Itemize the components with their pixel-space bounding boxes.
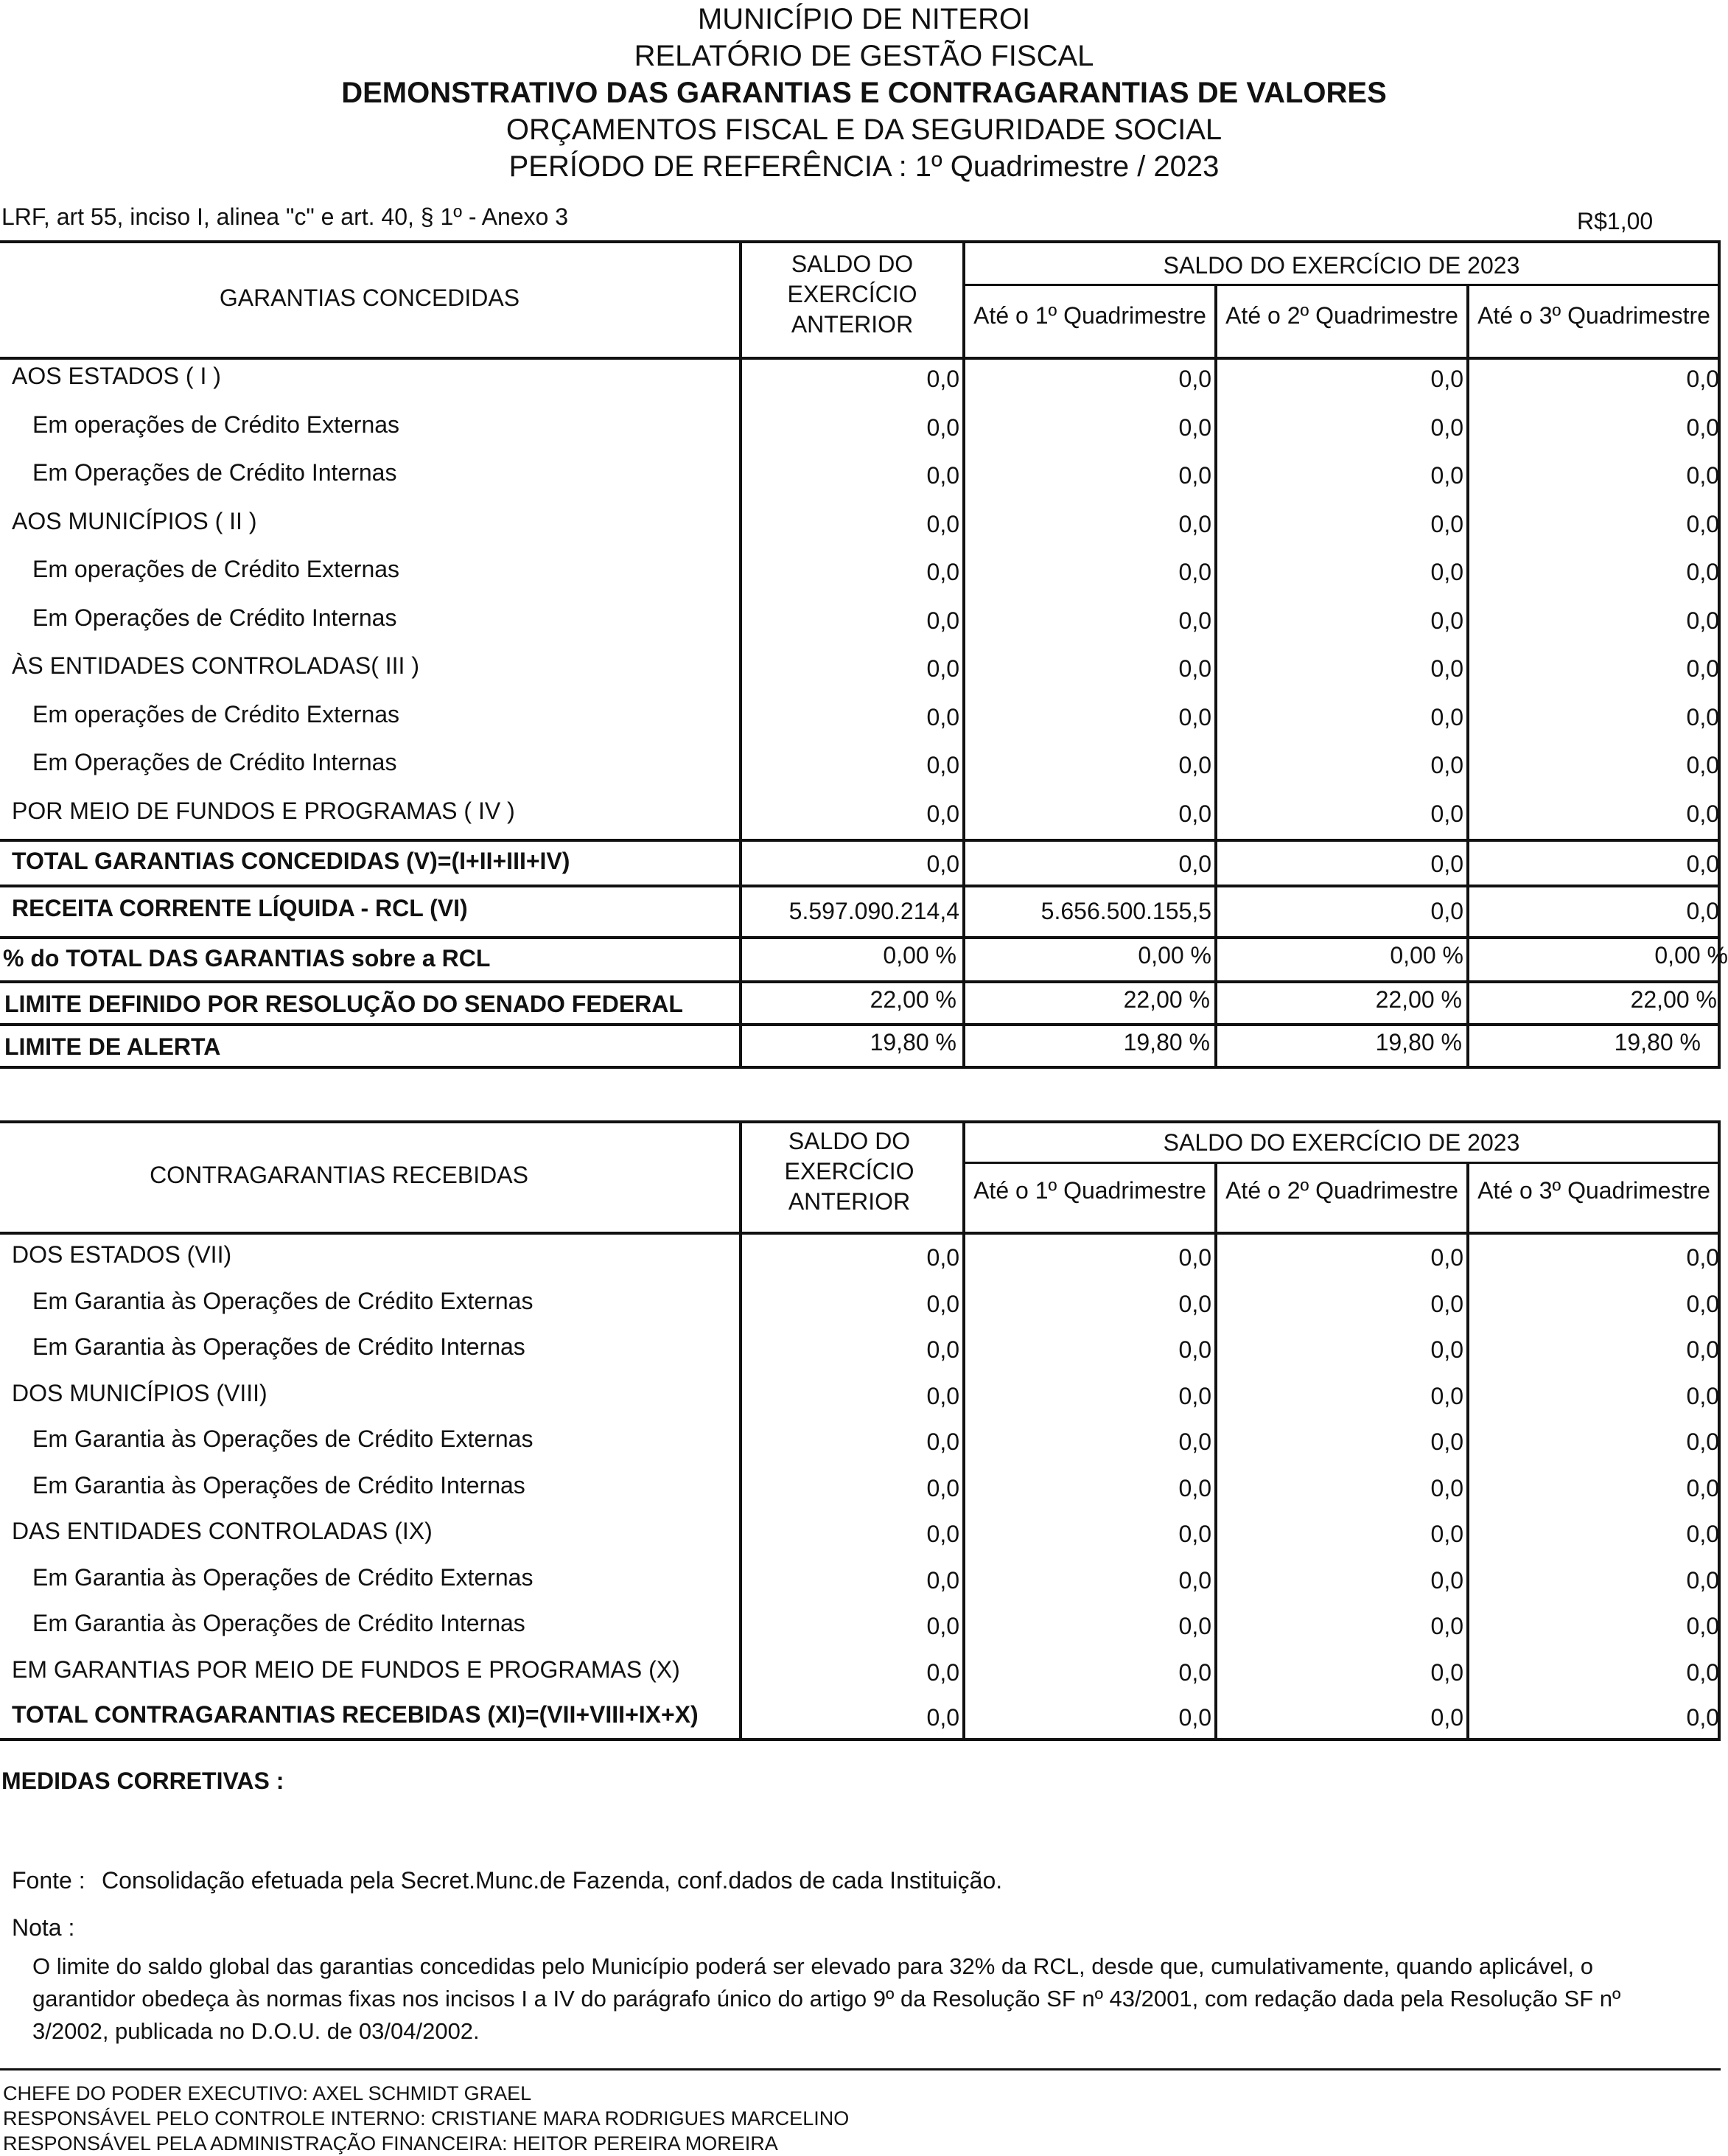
row-label: EM GARANTIAS POR MEIO DE FUNDOS E PROGRAMAS (X) — [12, 1656, 680, 1683]
row-value: 0,0 — [1178, 1704, 1211, 1731]
row-label: Em Garantia às Operações de Crédito Internas — [32, 1333, 525, 1360]
row-value: 0,0 — [1686, 1382, 1719, 1409]
row-value: 19,80 % — [870, 1029, 956, 1056]
row-value: 0,0 — [926, 1658, 959, 1686]
table-border — [0, 357, 1721, 360]
row-label: Em Garantia às Operações de Crédito Externas — [32, 1563, 534, 1591]
corrective-measures-label: MEDIDAS CORRETIVAS : — [1, 1768, 284, 1794]
row-value: 0,0 — [1430, 414, 1463, 441]
row-value: 0,0 — [1686, 1474, 1719, 1501]
row-divider — [0, 839, 1721, 842]
row-value: 0,0 — [1430, 559, 1463, 585]
row-value: 0,0 — [1178, 800, 1211, 827]
row-value: 0,0 — [1686, 559, 1719, 585]
row-value: 19,80 % — [1375, 1029, 1462, 1056]
row-label: DAS ENTIDADES CONTROLADAS (IX) — [12, 1518, 433, 1544]
municipality-name: MUNICÍPIO DE NITEROI — [697, 3, 1031, 35]
row-value: 0,0 — [1178, 607, 1211, 634]
row-value: 0,0 — [1430, 1704, 1463, 1731]
row-value: 0,0 — [1178, 1658, 1211, 1686]
row-label: Em Operações de Crédito Internas — [32, 604, 397, 631]
source-text: Consolidação efetuada pela Secret.Munc.de Fazenda, conf.dados de cada Instituição. — [102, 1867, 1003, 1894]
row-value: 19,80 % — [1614, 1029, 1701, 1056]
row-value: 0,0 — [1686, 1244, 1719, 1271]
row-value: 0,0 — [1178, 414, 1211, 441]
row-value: 0,0 — [1430, 1290, 1463, 1317]
row-value: 0,0 — [1178, 1521, 1211, 1547]
row-value: 0,0 — [1686, 510, 1719, 537]
row-value: 0,00 % — [883, 942, 956, 969]
row-label: Em Operações de Crédito Internas — [32, 749, 397, 775]
row-value: 0,0 — [926, 800, 959, 827]
row-value: 0,0 — [1430, 1474, 1463, 1501]
table-border — [0, 1232, 1721, 1235]
row-label: % do TOTAL DAS GARANTIAS sobre a RCL — [3, 945, 491, 971]
row-value: 0,0 — [1178, 1566, 1211, 1594]
row-divider — [0, 1738, 1721, 1741]
row-value: 0,0 — [1430, 1244, 1463, 1271]
report-title: DEMONSTRATIVO DAS GARANTIAS E CONTRAGARANTIAS DE VALORES — [341, 77, 1387, 109]
row-value: 0,0 — [1686, 703, 1719, 730]
row-label: POR MEIO DE FUNDOS E PROGRAMAS ( IV ) — [12, 797, 515, 824]
row-value: 0,0 — [926, 414, 959, 441]
row-value: 0,0 — [1430, 366, 1463, 392]
row-value: 0,0 — [1430, 800, 1463, 827]
row-value: 0,0 — [1430, 1521, 1463, 1547]
row-value: 0,0 — [926, 655, 959, 682]
row-value: 0,0 — [926, 462, 959, 489]
row-value: 0,0 — [926, 1244, 959, 1271]
row-value: 0,0 — [1686, 655, 1719, 682]
row-value: 0,0 — [1430, 1382, 1463, 1409]
row-value: 0,0 — [926, 607, 959, 634]
row-value: 0,0 — [1686, 1613, 1719, 1639]
row-value: 0,0 — [1178, 1382, 1211, 1409]
header-divider — [965, 1162, 1721, 1164]
row-label: LIMITE DEFINIDO POR RESOLUÇÃO DO SENADO FEDERAL — [4, 991, 683, 1017]
row-value: 0,0 — [1686, 1658, 1719, 1686]
row-label: Em operações de Crédito Externas — [32, 411, 400, 438]
row-divider — [0, 1023, 1721, 1026]
col-q3: Até o 3º Quadrimestre — [1477, 302, 1710, 329]
col-saldo-exercicio: SALDO DO EXERCÍCIO DE 2023 — [1163, 252, 1520, 279]
row-value: 0,0 — [1686, 800, 1719, 827]
row-value: 0,0 — [1430, 898, 1463, 924]
row-value: 0,00 % — [1138, 942, 1211, 969]
row-divider — [0, 936, 1721, 939]
source-label: Fonte : — [12, 1867, 85, 1894]
row-label: TOTAL GARANTIAS CONCEDIDAS (V)=(I+II+III+IV) — [12, 848, 570, 874]
footer-divider — [0, 2068, 1721, 2070]
garantias-title: GARANTIAS CONCEDIDAS — [219, 285, 520, 311]
row-value: 0,0 — [1686, 851, 1719, 877]
row-value: 0,0 — [1686, 366, 1719, 392]
row-value: 0,0 — [1430, 1428, 1463, 1455]
row-label: AOS MUNICÍPIOS ( II ) — [12, 507, 257, 534]
row-value: 0,0 — [1686, 1521, 1719, 1547]
row-value: 0,0 — [926, 1613, 959, 1639]
row-value: 0,0 — [1430, 462, 1463, 489]
row-value: 0,0 — [1686, 1704, 1719, 1731]
row-value: 19,80 % — [1123, 1029, 1210, 1056]
row-value: 0,0 — [1430, 1658, 1463, 1686]
row-value: 0,0 — [1178, 1290, 1211, 1317]
row-label: TOTAL CONTRAGARANTIAS RECEBIDAS (XI)=(VII+VIII+IX+X) — [12, 1701, 699, 1728]
row-value: 0,0 — [1686, 1336, 1719, 1363]
row-value: 0,00 % — [1654, 942, 1728, 969]
table-border — [0, 1120, 1721, 1123]
row-label: AOS ESTADOS ( I ) — [12, 363, 221, 389]
col-q1: Até o 1º Quadrimestre — [973, 1177, 1206, 1204]
row-value: 0,0 — [926, 1428, 959, 1455]
row-label: Em Operações de Crédito Internas — [32, 459, 397, 486]
legal-reference: LRF, art 55, inciso I, alinea "c" e art. 40, § 1º - Anexo 3 — [1, 203, 569, 230]
row-value: 0,0 — [926, 1566, 959, 1594]
row-value: 22,00 % — [870, 986, 956, 1013]
row-value: 0,0 — [1430, 703, 1463, 730]
row-value: 0,0 — [926, 559, 959, 585]
row-label: Em Garantia às Operações de Crédito Externas — [32, 1287, 534, 1314]
row-value: 0,0 — [1430, 851, 1463, 877]
row-value: 5.597.090.214,4 — [788, 898, 959, 924]
row-label: Em Garantia às Operações de Crédito Internas — [32, 1610, 525, 1636]
row-value: 0,0 — [1686, 1566, 1719, 1594]
row-label: ÀS ENTIDADES CONTROLADAS( III ) — [12, 652, 419, 679]
row-label: Em Garantia às Operações de Crédito Internas — [32, 1471, 525, 1499]
row-value: 0,0 — [926, 752, 959, 778]
budget-scope: ORÇAMENTOS FISCAL E DA SEGURIDADE SOCIAL — [506, 114, 1222, 146]
row-value: 0,0 — [1430, 1336, 1463, 1363]
col-q1: Até o 1º Quadrimestre — [973, 302, 1206, 329]
row-value: 0,0 — [1686, 414, 1719, 441]
row-label: RECEITA CORRENTE LÍQUIDA - RCL (VI) — [12, 895, 468, 921]
row-value: 0,0 — [926, 1521, 959, 1547]
row-value: 0,0 — [926, 851, 959, 877]
row-value: 0,0 — [926, 510, 959, 537]
row-value: 0,0 — [1178, 851, 1211, 877]
table-border — [0, 240, 1721, 243]
row-value: 0,0 — [1178, 655, 1211, 682]
col-saldo-anterior: SALDO DO EXERCÍCIO ANTERIOR — [787, 251, 917, 338]
col-q2: Até o 2º Quadrimestre — [1225, 302, 1458, 329]
header-divider — [965, 284, 1721, 286]
reference-period: PERÍODO DE REFERÊNCIA : 1º Quadrimestre / 2023 — [508, 150, 1220, 183]
row-value: 0,0 — [1686, 462, 1719, 489]
row-divider — [0, 885, 1721, 887]
row-value: 0,0 — [1178, 1244, 1211, 1271]
row-label: DOS ESTADOS (VII) — [12, 1241, 232, 1268]
row-value: 0,0 — [1686, 1428, 1719, 1455]
internal-control-head: RESPONSÁVEL PELO CONTROLE INTERNO: CRISTIANE MARA RODRIGUES MARCELINO — [3, 2107, 850, 2129]
row-value: 0,0 — [1178, 752, 1211, 778]
row-value: 0,0 — [1430, 607, 1463, 634]
row-value: 0,0 — [1178, 1336, 1211, 1363]
note-label: Nota : — [12, 1914, 75, 1941]
row-value: 0,0 — [926, 703, 959, 730]
row-value: 0,0 — [926, 366, 959, 392]
col-saldo-anterior: SALDO DO EXERCÍCIO ANTERIOR — [784, 1128, 914, 1215]
row-value: 0,0 — [1686, 607, 1719, 634]
row-label: LIMITE DE ALERTA — [4, 1033, 221, 1060]
row-value: 0,0 — [1178, 1428, 1211, 1455]
row-value: 0,0 — [1178, 703, 1211, 730]
row-value: 0,0 — [1178, 510, 1211, 537]
row-label: Em Garantia às Operações de Crédito Externas — [32, 1426, 534, 1452]
row-label: Em operações de Crédito Externas — [32, 700, 400, 728]
financial-admin-head: RESPONSÁVEL PELA ADMINISTRAÇÃO FINANCEIRA: HEITOR PEREIRA MOREIRA — [3, 2132, 778, 2155]
row-value: 0,0 — [1178, 1474, 1211, 1501]
row-value: 0,00 % — [1390, 942, 1463, 969]
row-value: 0,0 — [1430, 1613, 1463, 1639]
row-value: 0,0 — [1430, 1566, 1463, 1594]
row-value: 5.656.500.155,5 — [1040, 898, 1211, 924]
row-value: 0,0 — [1686, 898, 1719, 924]
row-value: 22,00 % — [1630, 986, 1717, 1013]
row-value: 0,0 — [926, 1704, 959, 1731]
contragarantias-title: CONTRAGARANTIAS RECEBIDAS — [150, 1162, 528, 1188]
row-value: 0,0 — [1178, 1613, 1211, 1639]
row-value: 0,0 — [1178, 462, 1211, 489]
row-value: 0,0 — [926, 1474, 959, 1501]
col-saldo-exercicio: SALDO DO EXERCÍCIO DE 2023 — [1163, 1129, 1520, 1156]
row-value: 0,0 — [1430, 510, 1463, 537]
row-value: 0,0 — [926, 1290, 959, 1317]
row-value: 22,00 % — [1123, 986, 1210, 1013]
row-value: 0,0 — [1686, 1290, 1719, 1317]
row-label: DOS MUNICÍPIOS (VIII) — [12, 1379, 267, 1406]
row-divider — [0, 980, 1721, 983]
row-value: 0,0 — [926, 1382, 959, 1409]
row-label: Em operações de Crédito Externas — [32, 556, 400, 582]
note-text: O limite do saldo global das garantias concedidas pelo Município poderá ser elevado para 32% da RCL, desde que, cumulativamente, quando aplicável, o garantidor obedeça às normas fixas nos incisos I a IV do parágrafo único do artigo 9º da Resolução SF nº 43/2001, com redação dada pela Resolução SF nº 3/2002, publicada no D.O.U. de 03/04/2002. — [32, 1953, 1621, 2044]
row-value: 0,0 — [926, 1336, 959, 1363]
row-value: 0,0 — [1686, 752, 1719, 778]
executive-head: CHEFE DO PODER EXECUTIVO: AXEL SCHMIDT GRAEL — [3, 2082, 532, 2104]
row-divider — [0, 1066, 1721, 1069]
row-value: 22,00 % — [1375, 986, 1462, 1013]
col-q3: Até o 3º Quadrimestre — [1477, 1177, 1710, 1204]
row-value: 0,0 — [1430, 752, 1463, 778]
row-value: 0,0 — [1430, 655, 1463, 682]
report-name: RELATÓRIO DE GESTÃO FISCAL — [634, 40, 1094, 72]
col-q2: Até o 2º Quadrimestre — [1225, 1177, 1458, 1204]
row-value: 0,0 — [1178, 366, 1211, 392]
currency-unit: R$1,00 — [1577, 208, 1654, 234]
row-value: 0,0 — [1178, 559, 1211, 585]
